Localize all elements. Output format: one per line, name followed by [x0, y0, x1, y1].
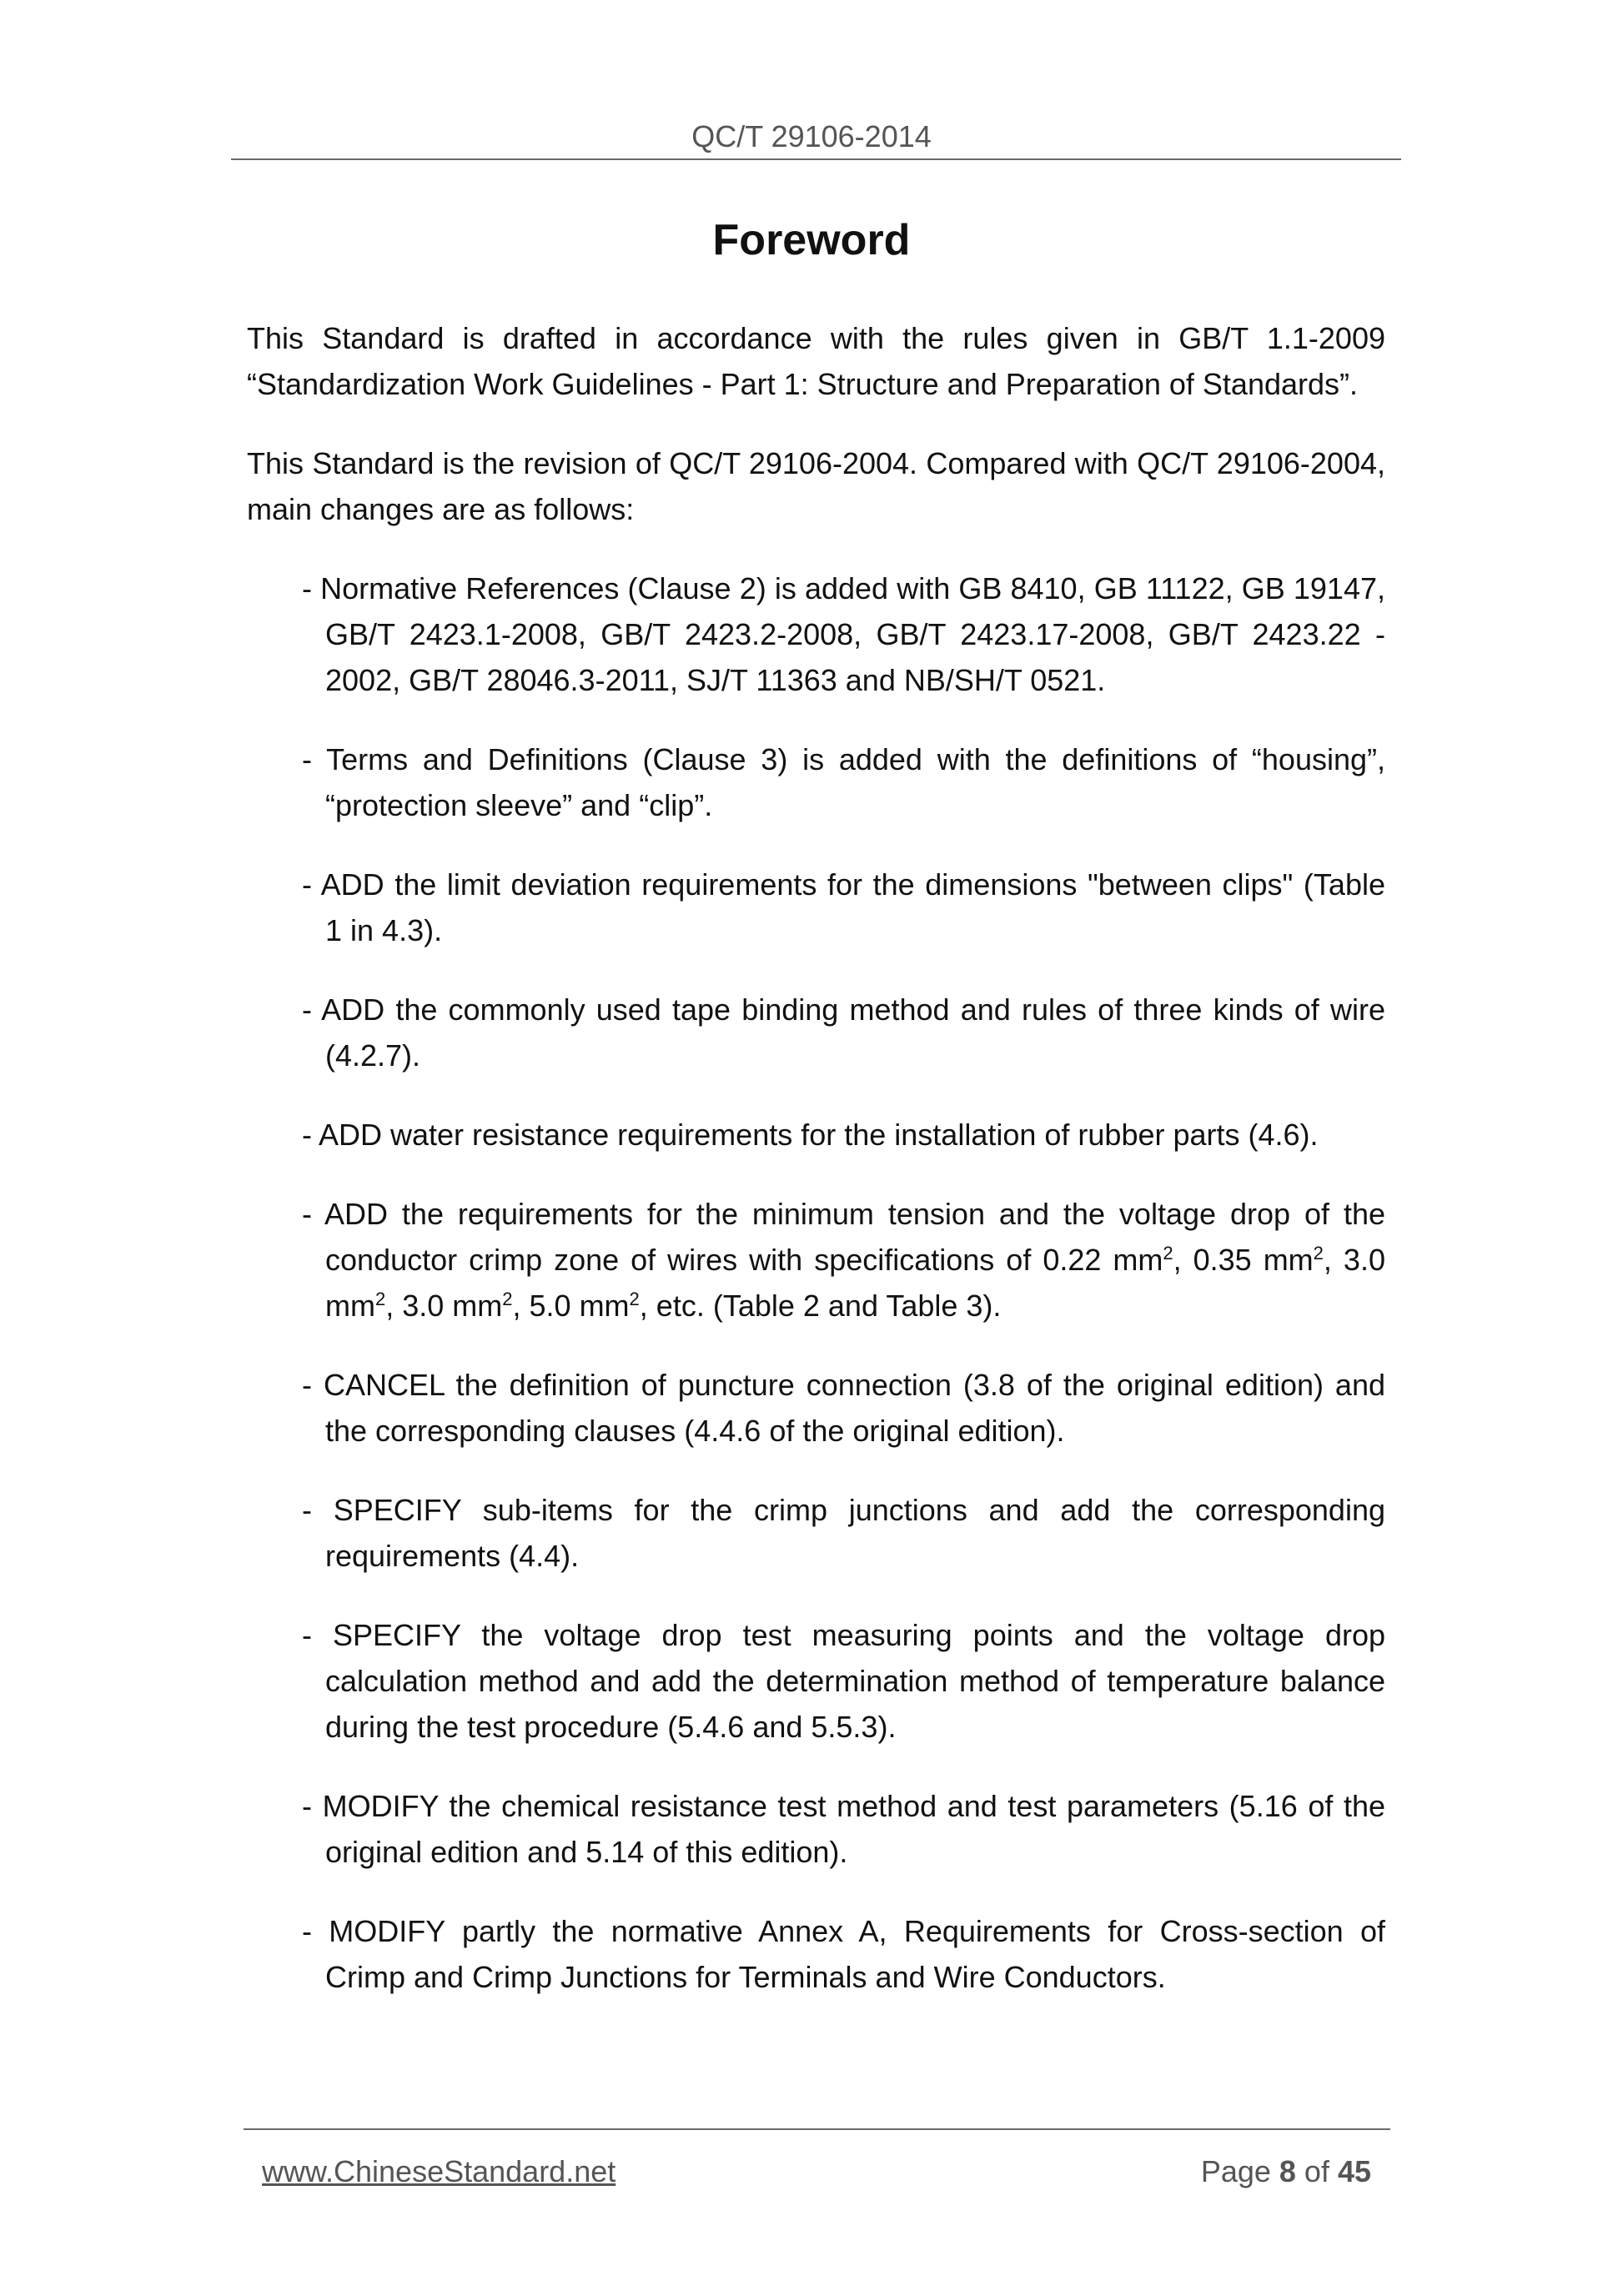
list-item: - MODIFY partly the normative Annex A, Requirements for Cross-section of Crimp and Crimp Junctions for Terminals and Wire Conductors.	[302, 1914, 1385, 1994]
list-item: - Normative References (Clause 2) is added with GB 8410, GB 11122, GB 19147, GB/T 2423.1-2008, GB/T 2423.2-2008, GB/T 2423.17-2008, GB/T 2423.22 - 2002, GB/T 28046.3-2011, SJ/T 11363 and NB/SH/T 0521.	[302, 571, 1385, 697]
superscript: 2	[629, 1289, 640, 1309]
page-number	[1201, 2152, 1371, 2192]
list-item	[247, 1191, 1385, 1329]
list-item-text: , etc. (Table 2 and Table 3).	[639, 1289, 1002, 1323]
list-item-text: - ADD the requirements for the minimum tension and the voltage drop of the conductor crimp zone of wires with specifications of 0.22 mm	[302, 1197, 1385, 1277]
intro-paragraph: This Standard is drafted in accordance with the rules given in GB/T 1.1-2009 “Standardization Work Guidelines - Part 1: Structure and Preparation of Standards”.	[247, 321, 1385, 401]
footer-divider	[244, 2128, 1390, 2130]
header-divider	[231, 158, 1401, 160]
superscript: 2	[502, 1289, 513, 1309]
list-item-text: , 3.0 mm	[385, 1289, 503, 1323]
list-item: - ADD the commonly used tape binding method and rules of three kinds of wire (4.2.7).	[302, 992, 1385, 1073]
list-item: - Terms and Definitions (Clause 3) is added with the definitions of “housing”, “protection sleeve” and “clip”.	[302, 742, 1385, 822]
list-item-text: , 3.0 mm	[325, 1243, 1385, 1323]
list-item: - SPECIFY sub-items for the crimp junctions and add the corresponding requirements (4.4).	[302, 1493, 1385, 1573]
website-link[interactable]: www.ChineseStandard.net	[262, 2154, 616, 2188]
running-header: QC/T 29106-2014	[691, 119, 932, 153]
revision-paragraph: This Standard is the revision of QC/T 29106-2004. Compared with QC/T 29106-2004, main changes are as follows:	[247, 446, 1385, 526]
list-item-text: , 5.0 mm	[512, 1289, 630, 1323]
page-current: 8	[1279, 2154, 1296, 2188]
list-item: - SPECIFY the voltage drop test measuring points and the voltage drop calculation method and add the determination method of temperature balance during the test procedure (5.4.6 and 5.5.3).	[302, 1618, 1385, 1744]
page-title: Foreword	[712, 216, 911, 264]
list-item: - CANCEL the definition of puncture connection (3.8 of the original edition) and the corresponding clauses (4.4.6 of the original edition).	[302, 1368, 1385, 1448]
page-of: of	[1295, 2154, 1338, 2188]
page-prefix: Page	[1200, 2154, 1279, 2188]
list-item: - ADD the limit deviation requirements for the dimensions "between clips" (Table 1 in 4.3).	[302, 867, 1385, 947]
superscript: 2	[374, 1289, 386, 1309]
list-item: - ADD water resistance requirements for the installation of rubber parts (4.6).	[302, 1118, 1319, 1152]
superscript: 2	[1163, 1243, 1173, 1264]
changes-list	[247, 565, 1385, 2000]
list-item-text: , 0.35 mm	[1173, 1243, 1314, 1277]
page-total: 45	[1337, 2154, 1371, 2188]
list-item: - MODIFY the chemical resistance test method and test parameters (5.16 of the original edition and 5.14 of this edition).	[302, 1789, 1385, 1869]
superscript: 2	[1313, 1243, 1324, 1264]
document-body	[247, 315, 1385, 2033]
